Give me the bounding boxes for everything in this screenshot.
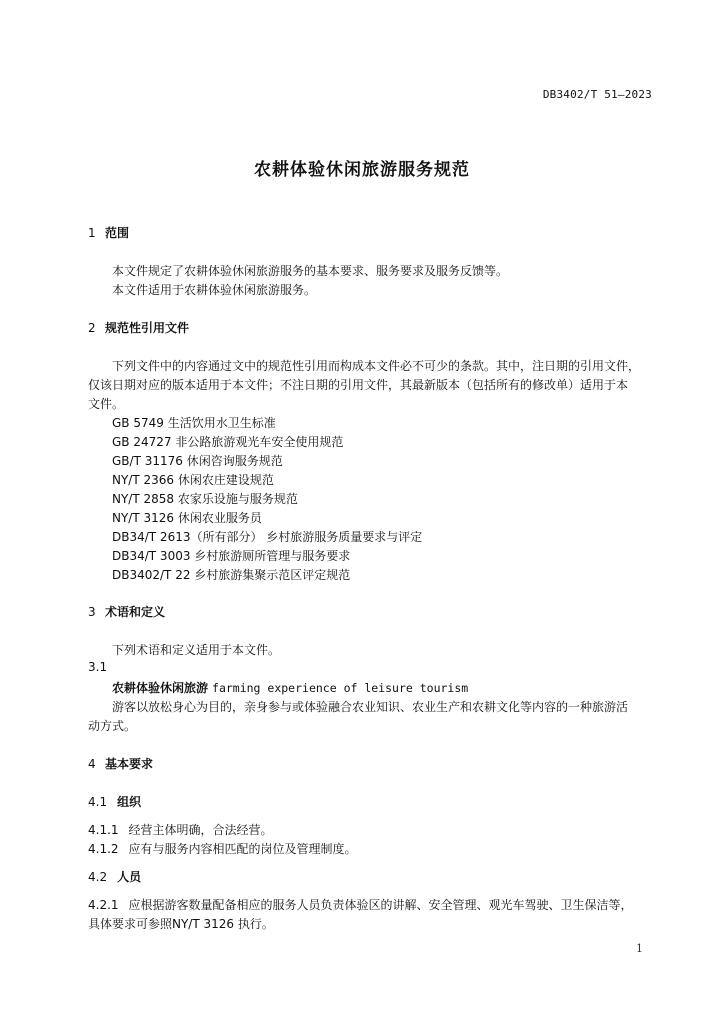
reference-item: NY/T 3126 休闲农业服务员 bbox=[112, 511, 262, 525]
section-number: 2 bbox=[88, 321, 96, 335]
standard-number: DB3402/T 51—2023 bbox=[542, 88, 652, 101]
term-chinese: 农耕体验休闲旅游 bbox=[112, 681, 209, 695]
section-number: 4 bbox=[88, 757, 96, 771]
clause-number: 4.1.2 bbox=[88, 842, 119, 856]
reference-item: DB3402/T 22 乡村旅游集聚示范区评定规范 bbox=[112, 568, 351, 582]
term-english: farming experience of leisure tourism bbox=[212, 681, 469, 695]
section-title: 基本要求 bbox=[105, 757, 154, 771]
reference-item: DB34/T 3003 乡村旅游厕所管理与服务要求 bbox=[112, 549, 351, 563]
definition-line: 动方式。 bbox=[88, 719, 137, 733]
reference-item: GB 5749 生活饮用水卫生标准 bbox=[112, 416, 276, 430]
paragraph: 下列术语和定义适用于本文件。 bbox=[112, 643, 281, 657]
paragraph-line: 下列文件中的内容通过文中的规范性引用而构成本文件必不可少的条款。其中，注日期的引用文件， bbox=[112, 359, 641, 373]
clause-text: 应根据游客数量配备相应的服务人员负责体验区的讲解、安全管理、观光车驾驶、卫生保洁等， bbox=[128, 898, 633, 912]
subsection-number: 4.1 bbox=[88, 795, 108, 809]
subsection-title: 人员 bbox=[117, 870, 142, 884]
reference-item: NY/T 2858 农家乐设施与服务规范 bbox=[112, 492, 298, 506]
section-number: 1 bbox=[88, 226, 96, 240]
clause-number: 4.1.1 bbox=[88, 823, 119, 837]
definition-line: 游客以放松身心为目的，亲身参与或体验融合农业知识、农业生产和农耕文化等内容的一种旅游活 bbox=[112, 700, 629, 714]
clause-4-2-1 bbox=[88, 896, 633, 913]
term-number: 3.1 bbox=[88, 660, 108, 674]
subsection-4-1-heading bbox=[88, 793, 141, 810]
clause-text: 经营主体明确，合法经营。 bbox=[128, 823, 273, 837]
reference-item: NY/T 2366 休闲农庄建设规范 bbox=[112, 473, 274, 487]
section-title: 规范性引用文件 bbox=[105, 321, 190, 335]
document-title: 农耕体验休闲旅游服务规范 bbox=[254, 160, 470, 180]
reference-item: GB 24727 非公路旅游观光车安全使用规范 bbox=[112, 435, 344, 449]
clause-number: 4.2.1 bbox=[88, 898, 119, 912]
clause-4-1-1 bbox=[88, 821, 273, 838]
section-1-heading bbox=[88, 224, 129, 241]
clause-continuation: 具体要求可参照NY/T 3126 执行。 bbox=[88, 917, 274, 931]
section-title: 术语和定义 bbox=[105, 605, 166, 619]
paragraph-line: 仅该日期对应的版本适用于本文件；不注日期的引用文件，其最新版本（包括所有的修改单）适用于本 bbox=[88, 378, 629, 392]
paragraph: 本文件规定了农耕体验休闲旅游服务的基本要求、服务要求及服务反馈等。 bbox=[112, 264, 509, 278]
section-2-heading bbox=[88, 319, 189, 336]
clause-text: 应有与服务内容相匹配的岗位及管理制度。 bbox=[128, 842, 357, 856]
paragraph-line: 文件。 bbox=[88, 397, 125, 411]
section-number: 3 bbox=[88, 605, 96, 619]
page-number: 1 bbox=[636, 942, 643, 955]
reference-item: DB34/T 2613（所有部分） 乡村旅游服务质量要求与评定 bbox=[112, 530, 423, 544]
paragraph: 本文件适用于农耕体验休闲旅游服务。 bbox=[112, 283, 317, 297]
subsection-title: 组织 bbox=[117, 795, 142, 809]
subsection-4-2-heading bbox=[88, 868, 141, 885]
reference-item: GB/T 31176 休闲咨询服务规范 bbox=[112, 454, 283, 468]
term-entry bbox=[112, 679, 468, 696]
section-3-heading bbox=[88, 603, 165, 620]
section-4-heading bbox=[88, 755, 153, 772]
subsection-number: 4.2 bbox=[88, 870, 108, 884]
section-title: 范围 bbox=[105, 226, 130, 240]
clause-4-1-2 bbox=[88, 840, 357, 857]
